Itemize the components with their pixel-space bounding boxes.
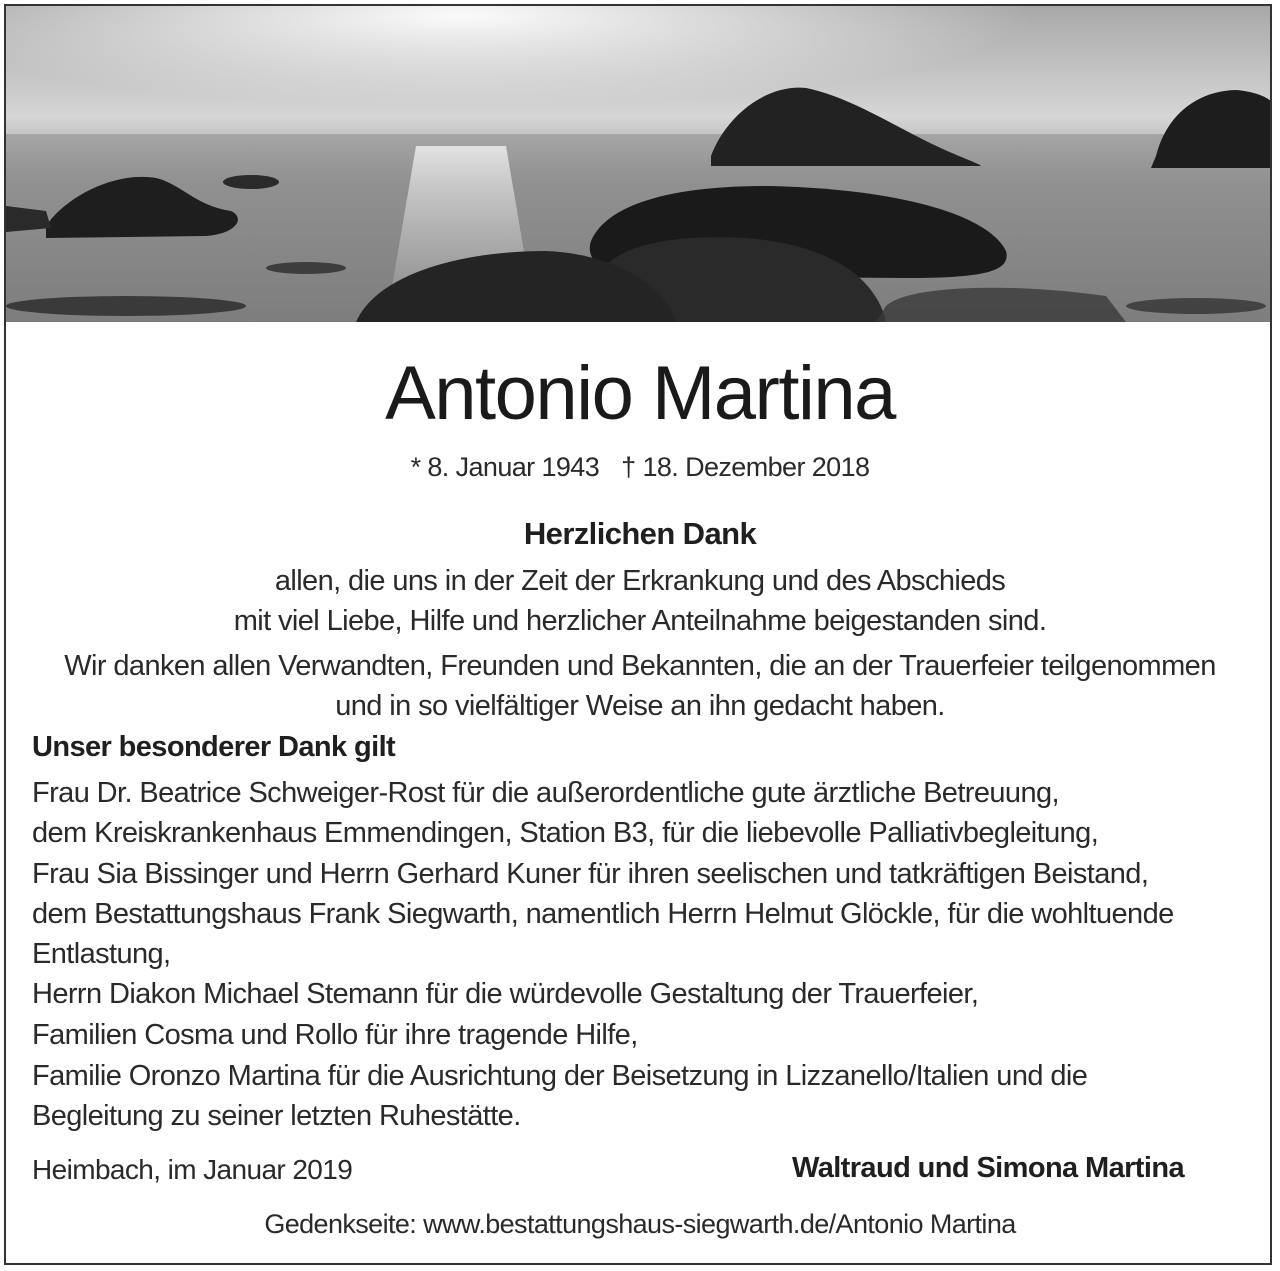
thanks-line: Wir danken allen Verwandten, Freunden und Bekannten, die an der Trauerfeier teilgenommen (64, 650, 1216, 682)
signers: Waltraud und Simona Martina (792, 1152, 1184, 1184)
thanks-heading: Herzlichen Dank (523, 516, 757, 551)
thanks-line: allen, die uns in der Zeit der Erkrankung und des Abschieds (274, 565, 1006, 597)
special-thanks-line: Entlastung, (32, 938, 171, 970)
memorial-page-link: Gedenkseite: www.bestattungshaus-siegwarth.de/Antonio Martina (264, 1209, 1016, 1239)
special-thanks-line: dem Bestattungshaus Frank Siegwarth, namentlich Herrn Helmut Glöckle, für die wohltuende (32, 898, 1174, 930)
special-thanks-line: Familien Cosma und Rollo für ihre tragende Hilfe, (32, 1019, 638, 1051)
special-thanks-heading: Unser besonderer Dank gilt (32, 731, 396, 763)
special-thanks-line: Frau Dr. Beatrice Schweiger-Rost für die außerordentliche gute ärztliche Betreuung, (32, 777, 1059, 809)
special-thanks-line: Frau Sia Bissinger und Herrn Gerhard Kuner für ihren seelischen und tatkräftigen Beistand, (32, 858, 1149, 890)
thanks-line: mit viel Liebe, Hilfe und herzlicher Anteilnahme beigestanden sind. (233, 605, 1047, 637)
seascape-photo (6, 6, 1272, 322)
special-thanks-line: Begleitung zu seiner letzten Ruhestätte. (32, 1100, 521, 1132)
obituary-notice (4, 4, 1272, 1265)
deceased-name: Antonio Martina (385, 351, 895, 436)
birth-date: * 8. Januar 1943 (410, 452, 600, 482)
special-thanks-line: dem Kreiskrankenhaus Emmendingen, Station B3, für die liebevolle Palliativbegleitung, (32, 817, 1099, 849)
special-thanks-line: Familie Oronzo Martina für die Ausrichtung der Beisetzung in Lizzanello/Italien und die (32, 1060, 1088, 1092)
life-dates (6, 452, 1272, 483)
special-thanks-line: Herrn Diakon Michael Stemann für die würdevolle Gestaltung der Trauerfeier, (32, 978, 979, 1010)
thanks-line: und in so vielfältiger Weise an ihn gedacht haben. (335, 690, 945, 722)
place-and-date: Heimbach, im Januar 2019 (32, 1154, 353, 1185)
death-date: † 18. Dezember 2018 (621, 452, 870, 482)
